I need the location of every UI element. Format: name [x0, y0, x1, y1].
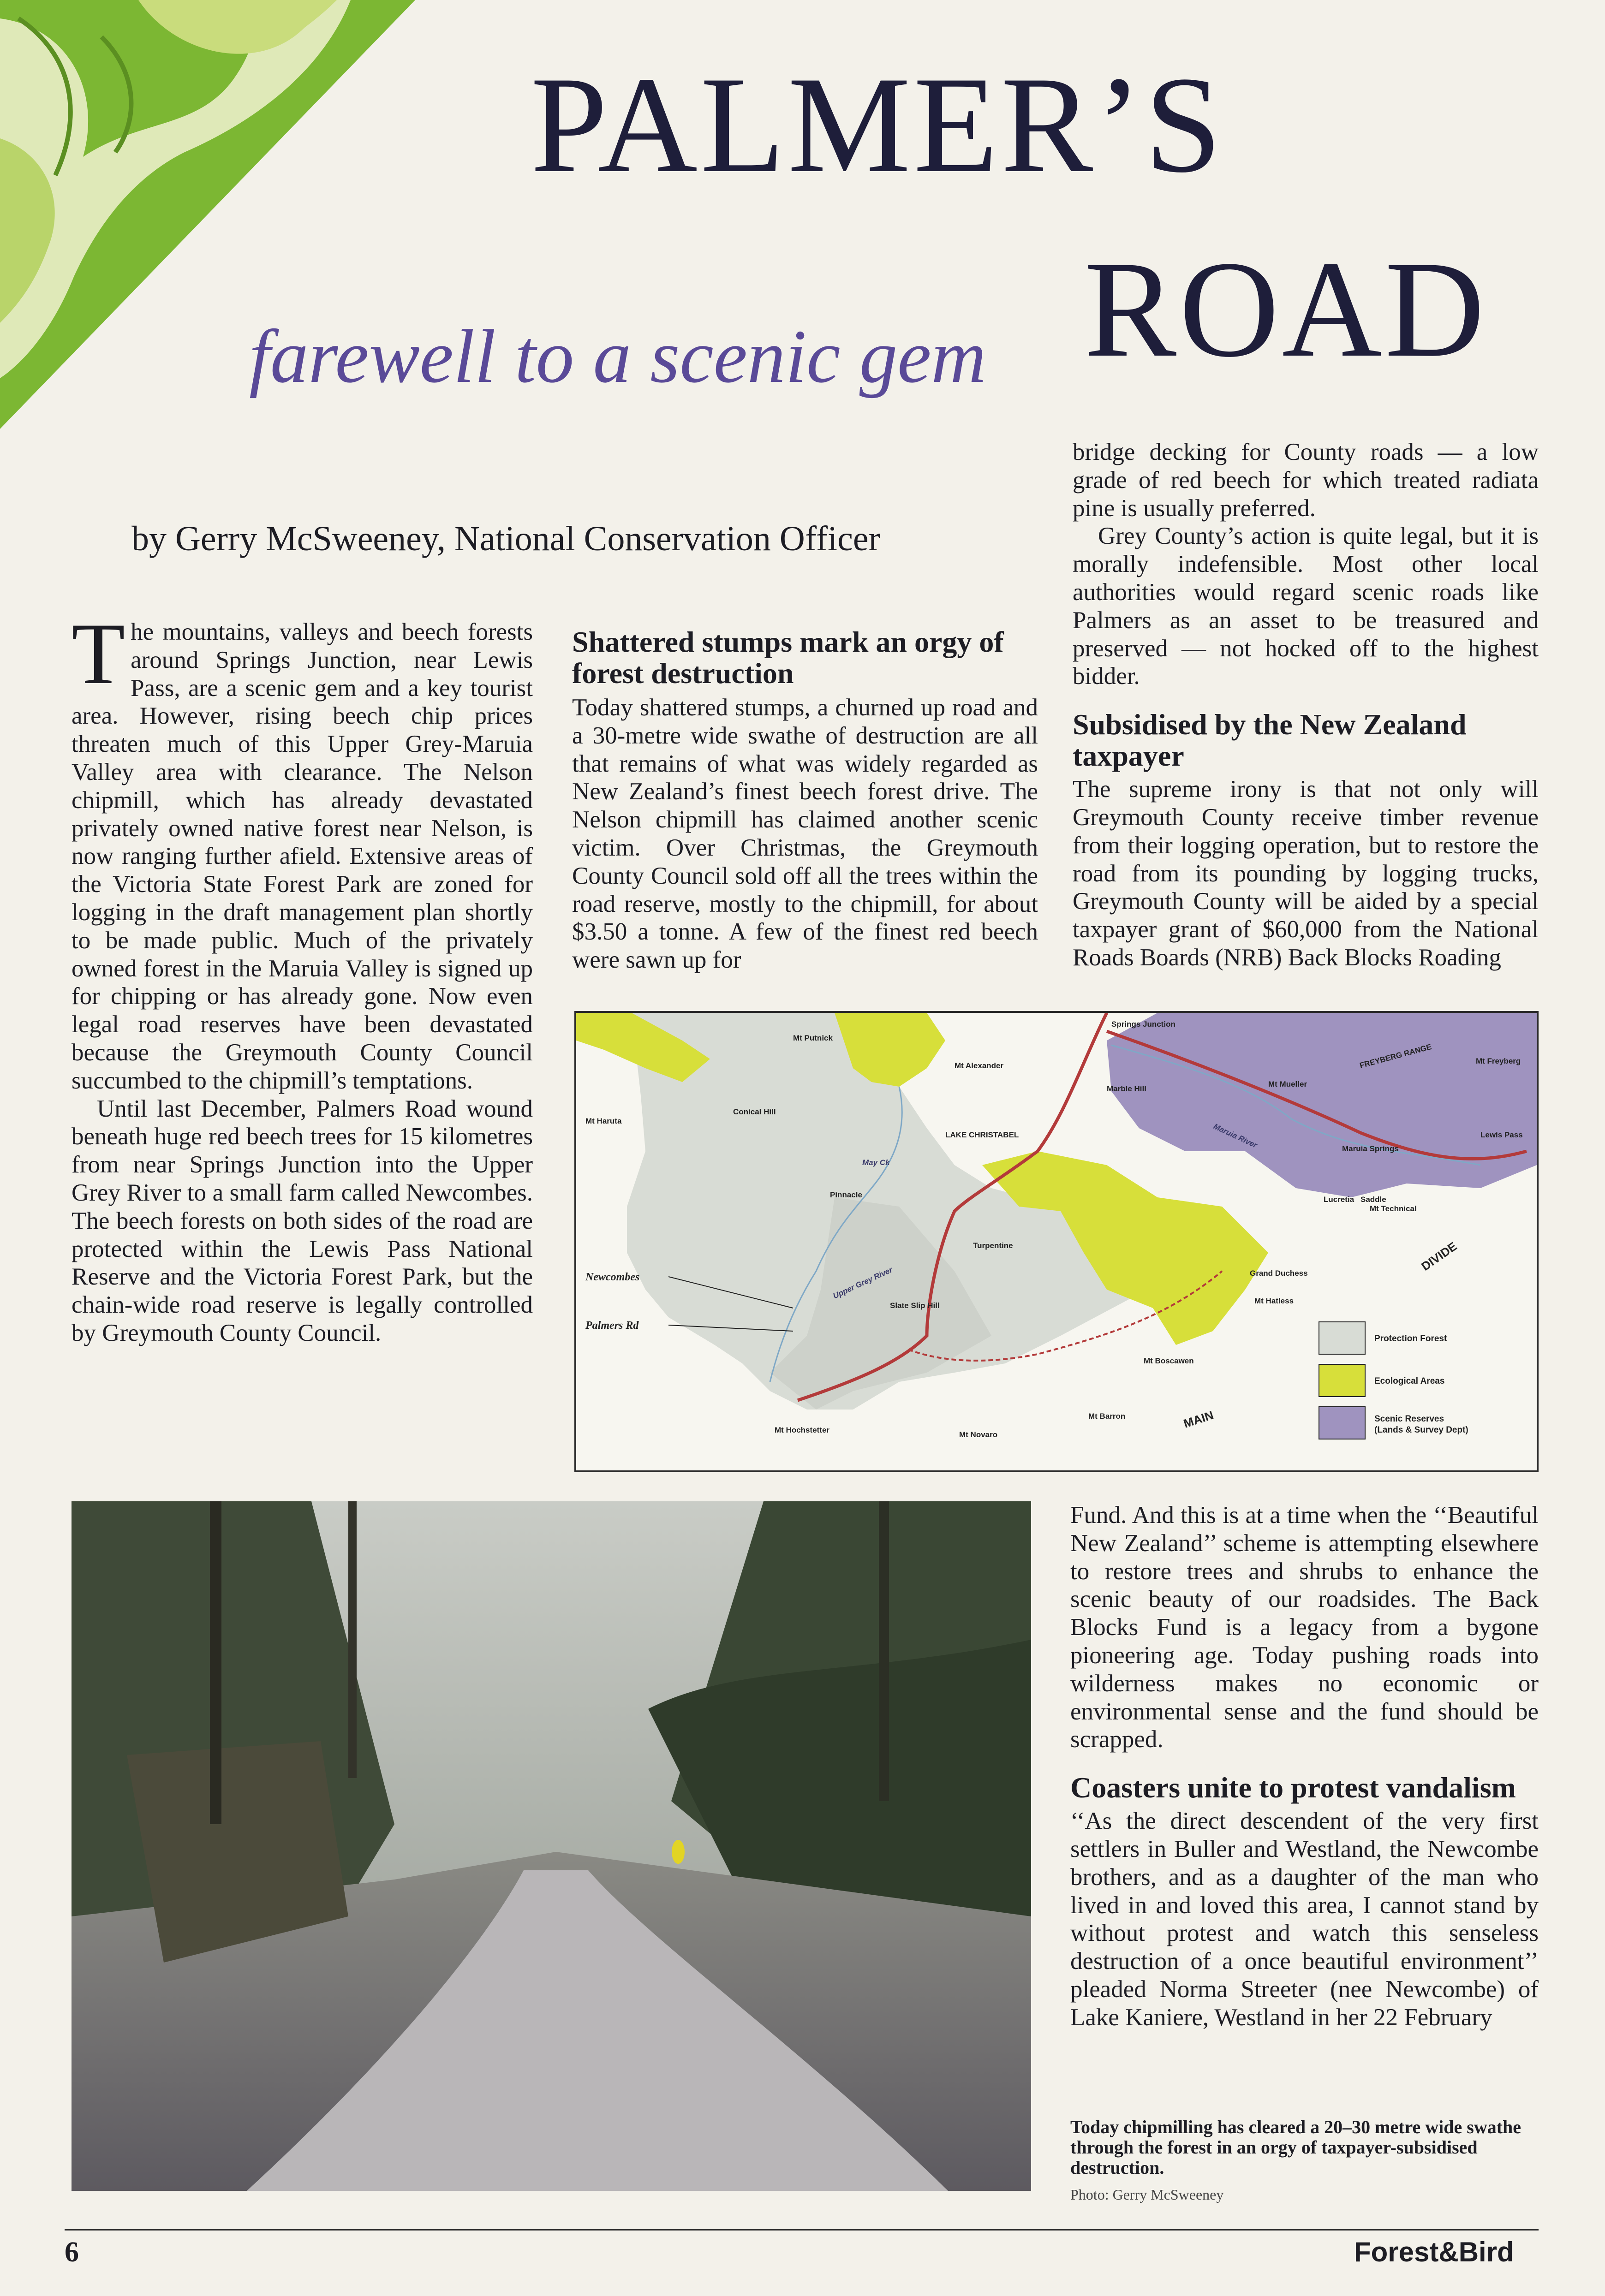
- paragraph: [72, 606, 533, 1095]
- forest-road-photo: [72, 1501, 1031, 2191]
- section-heading: Subsidised by the New Zealand taxpayer: [1073, 708, 1467, 773]
- palmers-road-label: Palmers Rd: [585, 1320, 639, 1332]
- map-label: Maruia River: [1212, 1122, 1259, 1150]
- photo-caption: Today chipmilling has cleared a 20–30 metre wide swathe through the forest in an orgy of taxpayer-subsidised destruction.: [1070, 2117, 1521, 2178]
- map-label: Conical Hill: [733, 1107, 776, 1116]
- map-label: Turpentine: [973, 1241, 1013, 1250]
- map-label: LAKE CHRISTABEL: [945, 1130, 1019, 1139]
- section-heading: Shattered stumps mark an orgy of forest destruction: [572, 625, 1004, 690]
- map-label: Marble Hill: [1107, 1084, 1146, 1093]
- map-label: Mt Putnick: [793, 1034, 833, 1042]
- photo-credit: Photo: Gerry McSweeney: [1070, 2186, 1224, 2203]
- map-label: Lewis Pass: [1480, 1130, 1523, 1139]
- headline-line2: ROAD: [1084, 232, 1488, 386]
- map-label: Grand Duchess: [1250, 1269, 1308, 1278]
- legend-sublabel: (Lands & Survey Dept): [1374, 1425, 1468, 1435]
- map-figure: [574, 1011, 1539, 1472]
- map-svg: [576, 1013, 1537, 1470]
- map-label: Mt Technical: [1370, 1204, 1417, 1213]
- page-number: 6: [65, 2237, 79, 2268]
- map-label: May Ck: [862, 1158, 890, 1167]
- map-label: Springs Junction: [1111, 1020, 1175, 1029]
- magazine-name: Forest&Bird: [1354, 2237, 1514, 2267]
- section-heading: Coasters unite to protest vandalism: [1070, 1771, 1516, 1804]
- map-label: Slate Slip Hill: [890, 1301, 940, 1310]
- paragraph: The supreme irony is that not only will Greymouth County receive timber revenue from their logging operation, but to restore the road from its pounding by logging trucks, Greymouth County will be aided by a special taxpayer grant of $60,000 from the National Roads Boards (NRB) Back Blocks Roading: [1073, 776, 1539, 971]
- headline-line1: PALMER’S: [531, 48, 1225, 201]
- map-label: Mt Freyberg: [1476, 1057, 1521, 1065]
- legend-label: Scenic Reserves: [1374, 1414, 1444, 1424]
- article-column-4: [1070, 1501, 1539, 2032]
- article-column-1: [72, 606, 533, 1347]
- newcombes-label: Newcombes: [585, 1271, 640, 1283]
- paragraph: Until last December, Palmers Road wound beneath huge red beech trees for 15 kilometres from near Springs Junction into the Upper Grey River to a small farm called Newcombes. The beech forests on both sides of the road are protected within the Lewis Pass National Reserve and the Victoria Forest Park, but the chain-wide road reserve is legally controlled by Greymouth County Council.: [72, 1095, 533, 1346]
- legend-label: Ecological Areas: [1374, 1376, 1445, 1386]
- map-label: MAIN: [1181, 1408, 1216, 1431]
- paragraph: ‘‘As the direct descendent of the very first settlers in Buller and Westland, the Newcombe brothers, and as a daughter of the man who lived in and loved this area, I cannot stand by without protest and watch this senseless destruction of a once beautiful environment’’ pleaded Norma Streeter (nee Newcombe) of Lake Kaniere, Westland in her 22 February: [1070, 1808, 1539, 2031]
- map-label: Saddle: [1360, 1195, 1386, 1204]
- map-label: FREYBERG RANGE: [1359, 1042, 1433, 1070]
- map-label: Mt Boscawen: [1144, 1356, 1194, 1365]
- map-label: Mt Barron: [1088, 1412, 1126, 1421]
- map-label: Lucretia: [1324, 1195, 1354, 1204]
- map-label: Mt Alexander: [955, 1061, 1004, 1070]
- footer-rule: [65, 2229, 1539, 2231]
- article-column-3: [1073, 438, 1539, 972]
- subtitle: farewell to a scenic gem: [249, 314, 986, 399]
- map-label: DIVIDE: [1419, 1239, 1460, 1273]
- map-label: Mt Haruta: [585, 1117, 622, 1125]
- map-label: Upper Grey River: [831, 1265, 894, 1301]
- legend-label: Protection Forest: [1374, 1334, 1447, 1344]
- byline: by Gerry McSweeney, National Conservation Officer: [131, 519, 880, 558]
- map-label: Mt Novaro: [959, 1430, 998, 1439]
- paragraph: Fund. And this is at a time when the ‘‘Beautiful New Zealand’’ scheme is attempting elsewhere to restore trees and shrubs to enhance the scenic beauty of our roadsides. The Back Blocks Fund is a legacy from a bygone pioneering age. Today pushing roads into wilderness makes no economic or environmental sense and the fund should be scrapped.: [1070, 1502, 1539, 1753]
- drop-cap: T: [72, 606, 125, 702]
- map-label: Mt Hatless: [1254, 1297, 1294, 1305]
- map-label: Mt Mueller: [1268, 1080, 1307, 1089]
- map-label: Maruia Springs: [1342, 1144, 1399, 1153]
- paragraph: Grey County’s action is quite legal, but it is morally indefensible. Most other local authorities would regard scenic roads like Palmers as an asset to be treasured and preserved — not hocked off to the highest bidder.: [1073, 523, 1539, 690]
- paragraph: Today shattered stumps, a churned up road and a 30-metre wide swathe of destruction are all that remains of what was widely regarded as New Zealand’s finest beech forest drive. The Nelson chipmill has claimed another scenic victim. Over Christmas, the Greymouth County Council sold off all the trees within the road reserve, mostly to the chipmill, for about $3.50 a tonne. A few of the finest red beech were sawn up for: [572, 694, 1038, 974]
- map-label: Mt Hochstetter: [775, 1426, 830, 1434]
- map-label: Pinnacle: [830, 1190, 862, 1199]
- article-column-2: [572, 626, 1038, 974]
- paragraph: bridge decking for County roads — a low grade of red beech for which treated radiata pine is usually preferred.: [1073, 439, 1539, 522]
- paragraph-text: he mountains, valleys and beech forests around Springs Junction, near Lewis Pass, are a scenic gem and a key tourist area. However, rising beech chip prices threaten much of this Upper Grey-Maruia Valley area with clearance. The Nelson chipmill, which has already devastated privately owned native forest near Nelson, is now ranging further afield. Extensive areas of the Victoria State Forest Park are zoned for logging in the draft management plan shortly to be made public. Much of the privately owned forest in the Maruia Valley is signed up for chipping or has already gone. Now even legal road reserves have been devastated because the Greymouth County Council succumbed to the chipmill’s temptations.: [72, 619, 533, 1094]
